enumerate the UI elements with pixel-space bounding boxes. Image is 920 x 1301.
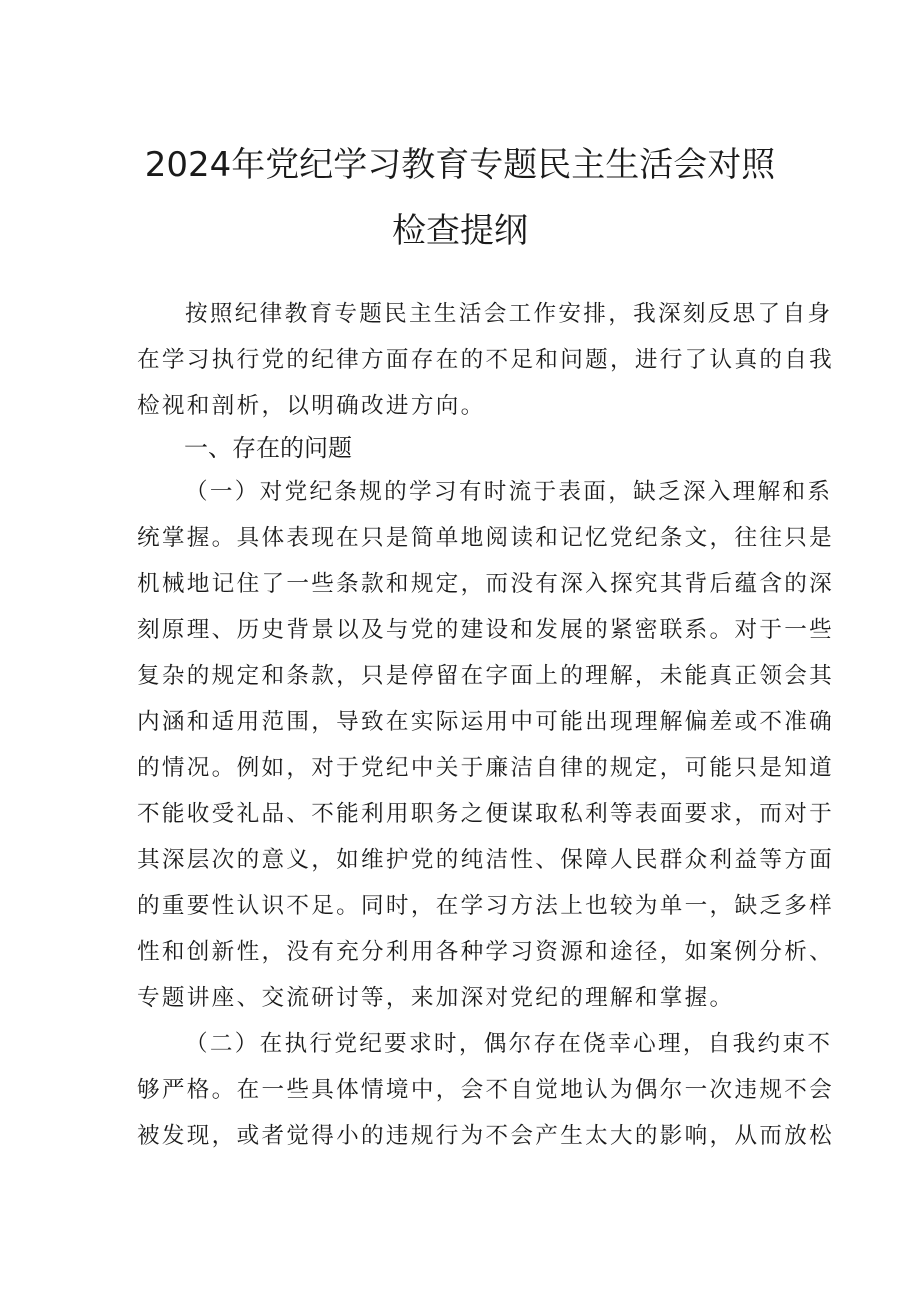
paragraph-line: 复杂的规定和条款，只是停留在字面上的理解，未能真正领会其	[137, 663, 835, 689]
paragraph-line: （一）对党纪条规的学习有时流于表面，缺乏深入理解和系	[185, 479, 833, 505]
document-title-line-2: 检查提纲	[392, 211, 528, 251]
paragraph-line: 刻原理、历史背景以及与党的建设和发展的紧密联系。对于一些	[137, 617, 835, 643]
paragraph-line: 不能收受礼品、不能利用职务之便谋取私利等表面要求，而对于	[137, 801, 835, 827]
intro-line: 按照纪律教育专题民主生活会工作安排，我深刻反思了自身	[185, 301, 833, 327]
paragraph-line: 机械地记住了一些条款和规定，而没有深入探究其背后蕴含的深	[137, 571, 835, 597]
paragraph-line: 专题讲座、交流研讨等，来加深对党纪的理解和掌握。	[137, 985, 735, 1011]
paragraph-line: 性和创新性，没有充分利用各种学习资源和途径，如案例分析、	[137, 939, 835, 965]
paragraph-line: 统掌握。具体表现在只是简单地阅读和记忆党纪条文，往往只是	[137, 525, 835, 551]
paragraph-line: （二）在执行党纪要求时，偶尔存在侥幸心理，自我约束不	[185, 1031, 833, 1057]
paragraph-line: 其深层次的意义，如维护党的纯洁性、保障人民群众利益等方面	[137, 847, 835, 873]
paragraph-line: 被发现，或者觉得小的违规行为不会产生太大的影响，从而放松	[137, 1123, 835, 1149]
document-title-line-1: 2024年党纪学习教育专题民主生活会对照	[144, 145, 776, 185]
intro-line: 在学习执行党的纪律方面存在的不足和问题，进行了认真的自我	[137, 347, 835, 373]
section-heading: 一、存在的问题	[184, 434, 352, 462]
paragraph-line: 的情况。例如，对于党纪中关于廉洁自律的规定，可能只是知道	[137, 755, 835, 781]
paragraph-line: 的重要性认识不足。同时，在学习方法上也较为单一，缺乏多样	[137, 893, 835, 919]
intro-line: 检视和剖析，以明确改进方向。	[137, 393, 486, 419]
paragraph-line: 内涵和适用范围，导致在实际运用中可能出现理解偏差或不准确	[137, 709, 835, 735]
paragraph-line: 够严格。在一些具体情境中，会不自觉地认为偶尔一次违规不会	[137, 1077, 835, 1103]
